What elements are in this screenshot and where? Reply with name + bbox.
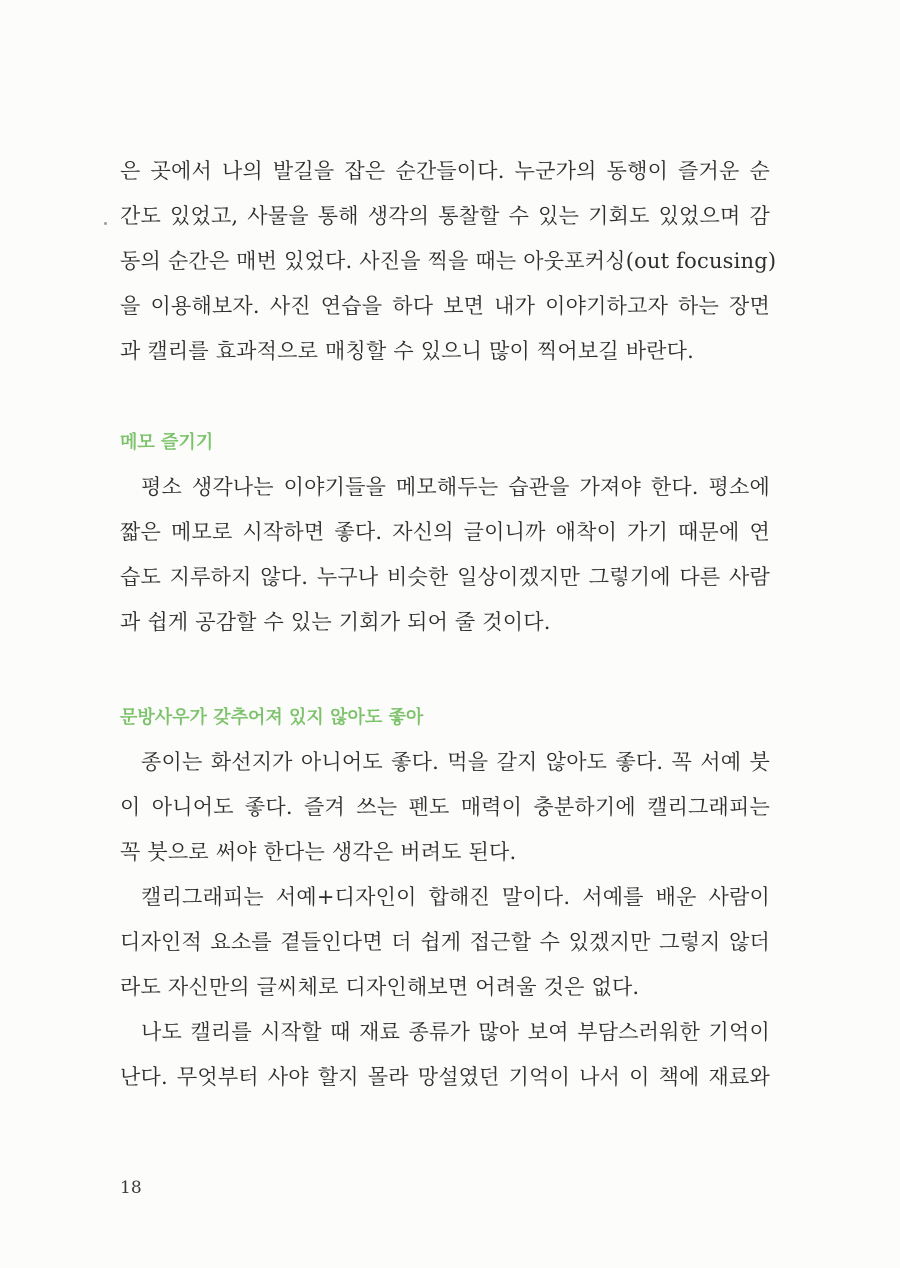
paragraph-tools [120, 740, 770, 1100]
body-line: 습도 지루하지 않다. 누구나 비슷한 일상이겠지만 그렇기에 다른 사람 [120, 565, 770, 589]
body-line: 나도 캘리를 시작할 때 재료 종류가 많아 보여 부담스러워한 기억이 [141, 1020, 770, 1044]
body-line: 평소 생각나는 이야기들을 메모해두는 습관을 가져야 한다. 평소에 [141, 475, 770, 499]
page-number: 18 [120, 1178, 142, 1198]
paragraph-intro [120, 149, 777, 374]
section-heading-memo: 메모 즐기기 [120, 432, 214, 453]
body-line: 캘리그래피는 서예+디자인이 합해진 말이다. 서예를 배운 사람이 [141, 885, 770, 909]
body-line: 과 캘리를 효과적으로 매칭할 수 있으니 많이 찍어보길 바란다. [120, 339, 695, 363]
body-line: 종이는 화선지가 아니어도 좋다. 먹을 갈지 않아도 좋다. 꼭 서예 붓 [141, 750, 770, 774]
body-line: 동의 순간은 매번 있었다. 사진을 찍을 때는 아웃포커싱(out focusing) [120, 249, 777, 273]
scan-speck [104, 222, 107, 225]
body-line: 은 곳에서 나의 발길을 잡은 순간들이다. 누군가의 동행이 즐거운 순 [120, 159, 770, 183]
body-line: 간도 있었고, 사물을 통해 생각의 통찰할 수 있는 기회도 있었으며 감 [120, 204, 770, 228]
body-line: 을 이용해보자. 사진 연습을 하다 보면 내가 이야기하고자 하는 장면 [120, 294, 770, 318]
body-line: 라도 자신만의 글씨체로 디자인해보면 어려울 것은 없다. [120, 975, 640, 999]
body-line: 난다. 무엇부터 사야 할지 몰라 망설였던 기억이 나서 이 책에 재료와 [120, 1065, 770, 1089]
body-line: 이 아니어도 좋다. 즐겨 쓰는 펜도 매력이 충분하기에 캘리그래피는 [120, 795, 770, 819]
section-heading-tools: 문방사우가 갖추어져 있지 않아도 좋아 [120, 707, 424, 728]
body-line: 짧은 메모로 시작하면 좋다. 자신의 글이니까 애착이 가기 때문에 연 [120, 520, 770, 544]
paragraph-memo [120, 465, 770, 645]
body-line: 꼭 붓으로 써야 한다는 생각은 버려도 된다. [120, 840, 517, 864]
body-line: 디자인적 요소를 곁들인다면 더 쉽게 접근할 수 있겠지만 그렇지 않더 [120, 930, 770, 954]
body-line: 과 쉽게 공감할 수 있는 기회가 되어 줄 것이다. [120, 610, 551, 634]
